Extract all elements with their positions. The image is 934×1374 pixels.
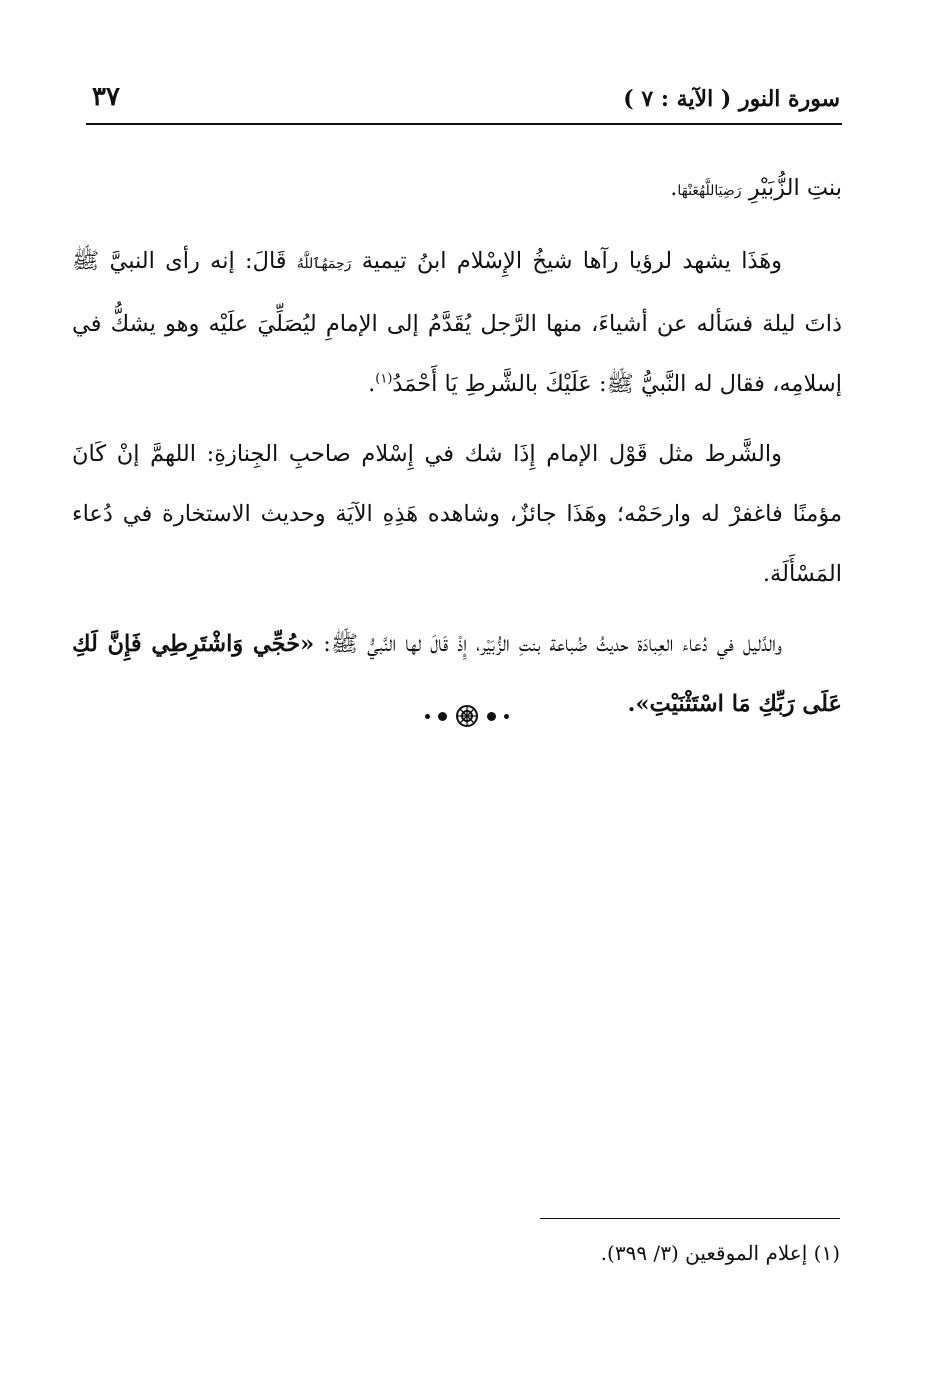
paragraph-3-text: والشَّرط مثل قَوْل الإمام إِذَا شك في إِسْلام صاحبِ الجِنازةِ: اللهمَّ إنْ كَانَ مؤمنًا فاغفرْ له وارحَمْه؛ وهَذَا جائزٌ، وشاهده هَذِهِ الآيَة وحديث الاستخارة في دُعاء المَسْأَلَة. [72,441,842,587]
honorific-radiya-anha: رَضِيَاللَّهُعَنْهَا [677,183,742,199]
divider-dot [438,712,447,721]
footnote: (١) إعلام الموقعين (٣/ ٣٩٩). [600,1241,840,1265]
paragraph-1: بنتِ الزُّبَيْرِ رَضِيَاللَّهُعَنْهَا. [670,175,842,201]
paragraph-1-text: بنتِ الزُّبَيْرِ [748,175,842,201]
section-divider [392,704,542,728]
honorific-salla-2: ﷺ [606,371,634,397]
paragraph-3 [72,424,842,604]
divider-dot [504,714,509,719]
page-header [92,82,840,122]
paragraph-2-part4: : عَلَيْكَ بالشَّرطِ يَا أَحْمَدُ [392,371,607,397]
footnote-rule [540,1218,840,1219]
paragraph-4-part2: : [323,631,331,657]
header-rule [86,123,842,125]
footnote-ref: (١) [375,371,393,387]
honorific-rahimahullah: رَحِمَهُٱللَّهُ [296,256,352,272]
paragraph-2-part3: ذاتَ ليلة فسَأله عن أشياءَ، منها الرَّجل يُقَدَّمُ إلى الإمامِ ليُصَلِّيَ علَيْه وهو يشكُّ في إسلامِه، فقال له النَّبيُّ [72,311,842,397]
divider-dot [487,712,496,721]
honorific-salla-3: ﷺ [330,631,359,657]
paragraph-2-end: . [368,371,376,397]
paragraph-2-part1: وهَذَا يشهد لرؤيا رآها شيخُ الإِسْلام ابنُ تيمية [361,248,783,274]
header-title: سورة النور ( الآية : ٧ ) [623,86,840,112]
honorific-salla-1: ﷺ [72,248,100,274]
divider-dot [425,714,430,719]
ornament-icon [455,704,479,728]
body-text [72,158,842,744]
page-number: ٣٧ [92,82,120,112]
hadith-quote: «حُجِّي وَاشْتَرِطِي فَإِنَّ لَكِ عَلَى رَبِّكِ مَا اسْتَثْنَيْتِ». [72,631,842,717]
paragraph-2-part2: قَالَ: إنه رأى النبيَّ [109,248,287,274]
paragraph-2 [72,231,842,414]
paragraph-4-part1: والدَّليل في دُعاء العِبادَة حديثُ ضُباعة بنتِ الزُّبَيْر، إِذْ قَالَ لها النَّبيُّ [367,631,783,657]
